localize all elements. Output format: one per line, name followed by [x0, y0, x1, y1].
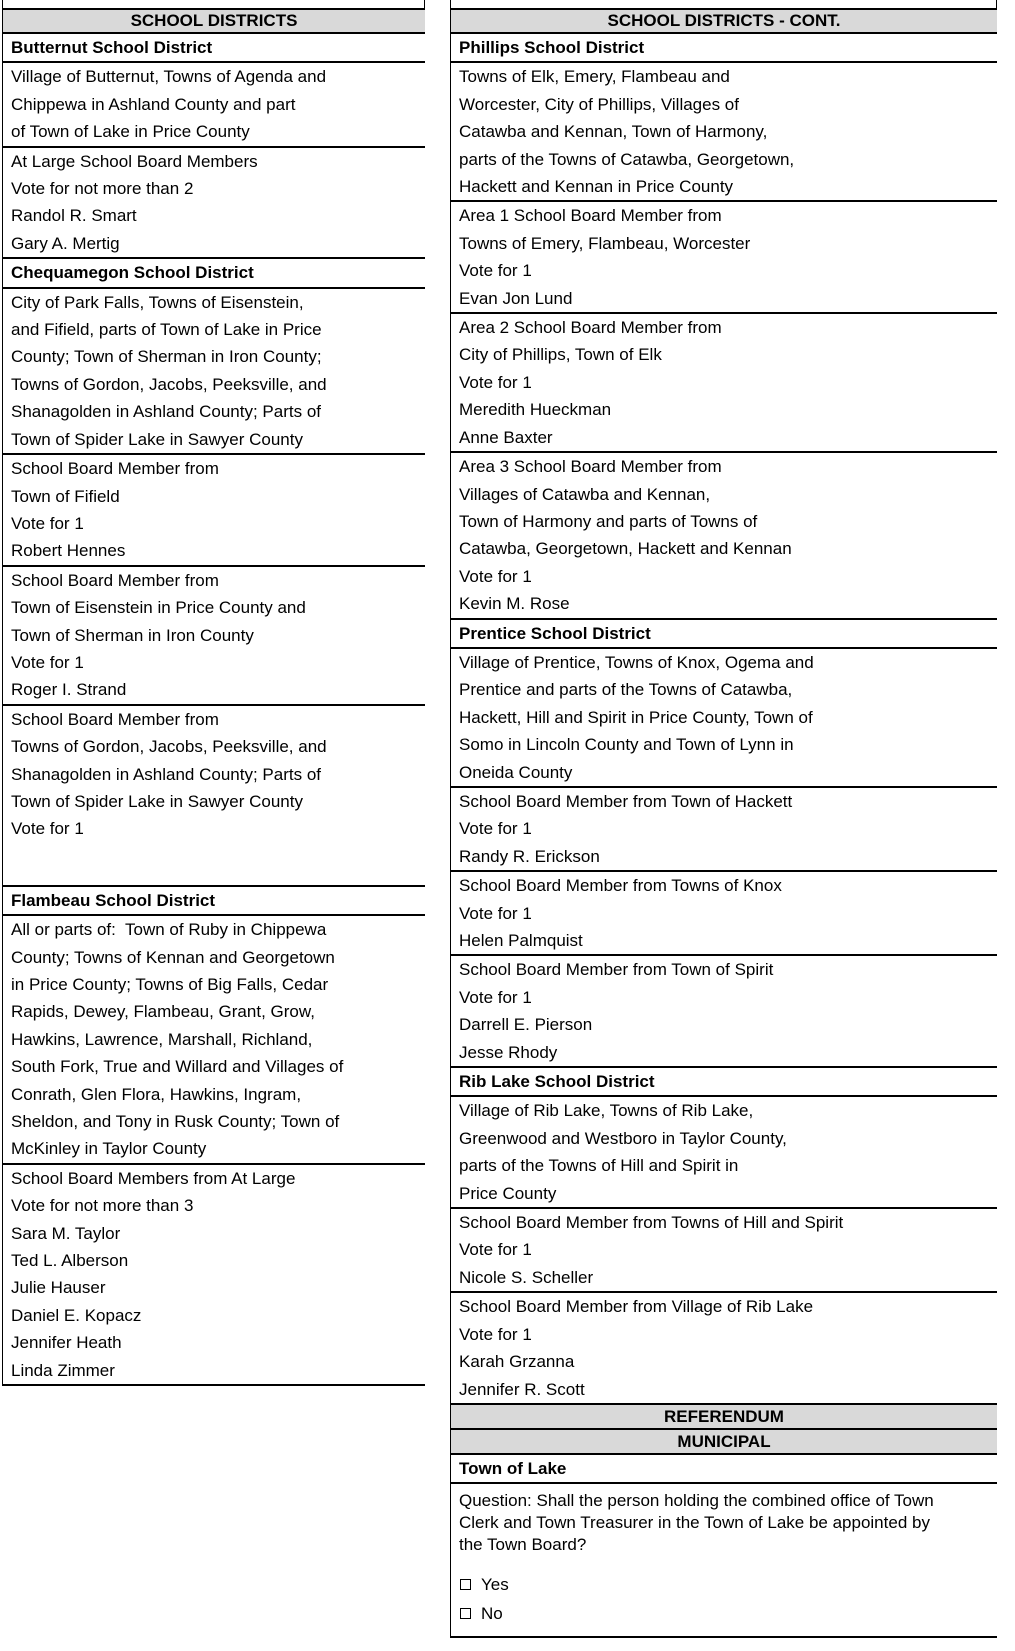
office-line: Vote for 1 — [459, 372, 532, 392]
district-description — [451, 63, 997, 202]
district-description-line: Conrath, Glen Flora, Hawkins, Ingram, — [11, 1084, 302, 1104]
district-description — [3, 289, 425, 455]
office-line: Catawba, Georgetown, Hackett and Kennan — [459, 539, 792, 559]
district-description-line: County; Towns of Kennan and Georgetown — [11, 947, 335, 967]
left-column — [2, 8, 425, 1386]
district-description-line: Somo in Lincoln County and Town of Lynn in — [459, 735, 794, 755]
candidate-name: Randol R. Smart — [11, 206, 137, 226]
office-line: Vote for not more than 2 — [11, 179, 194, 199]
candidate-name: Daniel E. Kopacz — [11, 1305, 142, 1325]
office-line: Town of Spider Lake in Sawyer County — [11, 791, 303, 811]
office-line: Vote for not more than 3 — [11, 1196, 194, 1216]
office-line: Towns of Gordon, Jacobs, Peeksville, and — [11, 737, 327, 757]
referendum-question — [451, 1484, 997, 1568]
district-description-line: Towns of Elk, Emery, Flambeau and — [459, 67, 730, 87]
office-line: School Board Member from Towns of Knox — [459, 876, 782, 896]
candidate-name: Julie Hauser — [11, 1278, 106, 1298]
candidate-name: Linda Zimmer — [11, 1360, 115, 1380]
office-section — [451, 788, 997, 872]
district-description-line: of Town of Lake in Price County — [11, 122, 250, 142]
district-description-line: Towns of Gordon, Jacobs, Peeksville, and — [11, 374, 327, 394]
office-section — [451, 956, 997, 1068]
office-line: Town of Eisenstein in Price County and — [11, 598, 306, 618]
yes-checkbox[interactable] — [460, 1579, 471, 1590]
office-line: School Board Member from Town of Spirit — [459, 960, 774, 980]
office-line: Area 1 School Board Member from — [459, 206, 722, 226]
office-section — [3, 455, 425, 567]
district-description-line: and Fifield, parts of Town of Lake in Price — [11, 320, 322, 340]
candidate-name: Jennifer Heath — [11, 1333, 122, 1353]
office-line: Vote for 1 — [11, 652, 84, 672]
office-line: Vote for 1 — [11, 819, 84, 839]
candidate-name: Ted L. Alberson — [11, 1251, 129, 1271]
district-description — [3, 63, 425, 147]
office-line: Area 2 School Board Member from — [459, 318, 722, 338]
referendum-options — [451, 1568, 997, 1638]
district-description-line: Village of Prentice, Towns of Knox, Ogema and — [459, 652, 814, 672]
candidate-name: Anne Baxter — [459, 427, 553, 447]
referendum-option-label: Yes — [481, 1575, 509, 1595]
district-description-line: Prentice and parts of the Towns of Catawba, — [459, 680, 793, 700]
district-description-line: parts of the Towns of Hill and Spirit in — [459, 1156, 739, 1176]
district-description-line: Village of Butternut, Towns of Agenda and — [11, 67, 327, 87]
office-line: Vote for 1 — [459, 819, 532, 839]
office-line: School Board Member from Towns of Hill and Spirit — [459, 1213, 844, 1233]
district-title: Flambeau School District — [3, 887, 425, 916]
candidate-name: Kevin M. Rose — [459, 594, 570, 614]
district-description-line: in Price County; Towns of Big Falls, Cedar — [11, 975, 329, 994]
district-description-line: All or parts of: Town of Ruby in Chippewa — [11, 920, 327, 940]
referendum-header: REFERENDUM — [451, 1405, 997, 1430]
office-section — [451, 1209, 997, 1293]
district-description-line: Shanagolden in Ashland County; Parts of — [11, 402, 321, 422]
school-districts-header — [3, 8, 425, 34]
candidate-name: Helen Palmquist — [459, 931, 583, 950]
office-line: Vote for 1 — [459, 261, 532, 281]
office-section — [451, 1293, 997, 1405]
district-description-line: Worcester, City of Phillips, Villages of — [459, 94, 739, 114]
referendum-option-label: No — [481, 1604, 503, 1624]
referendum-option-no — [451, 1599, 997, 1628]
office-section — [451, 202, 997, 314]
district-title: Town of Lake — [451, 1455, 997, 1484]
district-description-line: South Fork, True and Willard and Villages of — [11, 1057, 344, 1077]
office-line: Town of Harmony and parts of Towns of — [459, 511, 758, 531]
office-line: School Board Member from — [11, 459, 219, 479]
district-description — [3, 916, 425, 1165]
office-line: Vote for 1 — [11, 513, 84, 533]
district-description-line: Hackett and Kennan in Price County — [459, 177, 734, 197]
right-column-sections — [451, 34, 997, 1638]
candidate-name: Meredith Hueckman — [459, 400, 612, 420]
office-line: School Board Member from Village of Rib Lake — [459, 1297, 814, 1317]
office-section — [3, 148, 425, 260]
office-line: School Board Member from — [11, 570, 219, 590]
district-description-line: McKinley in Taylor County — [11, 1139, 207, 1159]
office-line: Town of Fifield — [11, 486, 120, 506]
left-column-sections — [3, 34, 425, 1386]
candidate-name: Jesse Rhody — [459, 1042, 558, 1062]
office-line: Vote for 1 — [459, 987, 532, 1007]
office-line: Villages of Catawba and Kennan, — [459, 484, 711, 504]
referendum-question-line: Clerk and Town Treasurer in the Town of Lake be appointed by — [459, 1513, 930, 1533]
office-section — [3, 706, 425, 887]
district-description — [451, 1097, 997, 1209]
district-description-line: Rapids, Dewey, Flambeau, Grant, Grow, — [11, 1002, 315, 1022]
district-description-line: Oneida County — [459, 762, 573, 782]
referendum-question-line: the Town Board? — [459, 1535, 587, 1555]
office-line: Vote for 1 — [459, 1324, 532, 1344]
office-line: City of Phillips, Town of Elk — [459, 345, 662, 365]
district-description-line: Chippewa in Ashland County and part — [11, 94, 296, 114]
candidate-name: Darrell E. Pierson — [459, 1015, 593, 1035]
office-line: School Board Member from Town of Hackett — [459, 791, 793, 811]
municipal-header: MUNICIPAL — [451, 1430, 997, 1455]
district-description-line: Greenwood and Westboro in Taylor County, — [459, 1128, 787, 1148]
district-description-line: Hawkins, Lawrence, Marshall, Richland, — [11, 1029, 313, 1049]
office-line: Vote for 1 — [459, 903, 532, 923]
district-title: Butternut School District — [3, 34, 425, 63]
district-description-line: Town of Spider Lake in Sawyer County — [11, 429, 303, 449]
candidate-name: Jennifer R. Scott — [459, 1379, 585, 1399]
school-districts-cont-header — [451, 8, 997, 34]
office-line: School Board Members from At Large — [11, 1168, 296, 1188]
office-section — [451, 872, 997, 956]
office-section — [451, 314, 997, 453]
school-districts-header-label: SCHOOL DISTRICTS — [130, 11, 298, 30]
office-line: Shanagolden in Ashland County; Parts of — [11, 764, 321, 784]
district-title: Prentice School District — [451, 620, 997, 649]
candidate-name: Randy R. Erickson — [459, 846, 600, 866]
district-title: Chequamegon School District — [3, 259, 425, 288]
candidate-name: Robert Hennes — [11, 541, 126, 561]
candidate-name: Karah Grzanna — [459, 1352, 575, 1372]
office-line: Vote for 1 — [459, 566, 532, 586]
candidate-name: Sara M. Taylor — [11, 1223, 121, 1243]
referendum-option-yes — [451, 1570, 997, 1599]
candidate-name: Evan Jon Lund — [459, 288, 573, 308]
candidate-name: Nicole S. Scheller — [459, 1267, 594, 1287]
district-description-line: Hackett, Hill and Spirit in Price County, Town of — [459, 707, 813, 727]
office-line: School Board Member from — [11, 709, 219, 729]
office-section — [3, 1165, 425, 1386]
referendum-question-line: Question: Shall the person holding the combined office of Town — [459, 1491, 934, 1511]
office-line: Area 3 School Board Member from — [459, 457, 722, 477]
district-description-line: Price County — [459, 1183, 557, 1203]
right-column — [450, 8, 997, 1638]
candidate-name: Roger I. Strand — [11, 680, 127, 700]
school-districts-cont-header-label: SCHOOL DISTRICTS - CONT. — [607, 11, 841, 30]
district-description — [451, 649, 997, 788]
district-description-line: Village of Rib Lake, Towns of Rib Lake, — [459, 1101, 754, 1121]
office-line: At Large School Board Members — [11, 151, 258, 171]
office-section — [3, 567, 425, 706]
office-line: Towns of Emery, Flambeau, Worcester — [459, 233, 751, 253]
district-title: Phillips School District — [451, 34, 997, 63]
office-section — [451, 453, 997, 619]
district-description-line: Catawba and Kennan, Town of Harmony, — [459, 122, 768, 142]
office-line: Vote for 1 — [459, 1240, 532, 1260]
district-description-line: County; Town of Sherman in Iron County; — [11, 347, 322, 367]
district-description-line: Sheldon, and Tony in Rusk County; Town of — [11, 1112, 340, 1132]
office-line: Town of Sherman in Iron County — [11, 625, 254, 645]
candidate-name: Gary A. Mertig — [11, 233, 120, 253]
district-title: Rib Lake School District — [451, 1068, 997, 1097]
district-description-line: parts of the Towns of Catawba, Georgetown, — [459, 149, 795, 169]
district-description-line: City of Park Falls, Towns of Eisenstein, — [11, 292, 304, 312]
no-checkbox[interactable] — [460, 1608, 471, 1619]
